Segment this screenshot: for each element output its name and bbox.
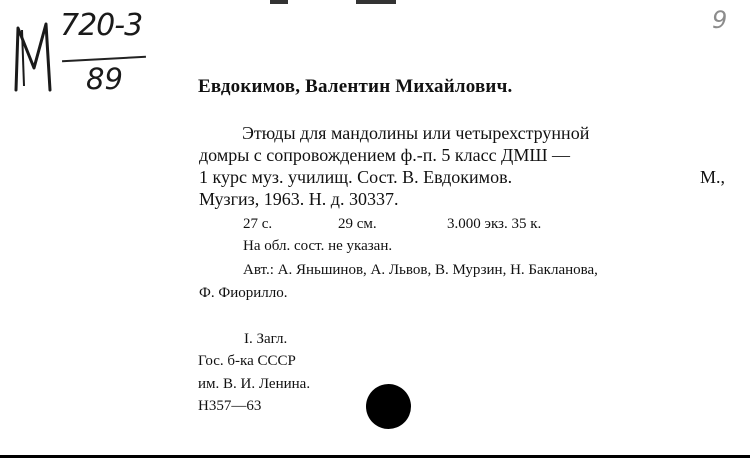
call-number-letter (12, 20, 60, 92)
tracing: I. Загл. (244, 331, 288, 347)
title-line-4: Музгиз, 1963. Н. д. 30337. (199, 189, 399, 209)
authors-note-line-2: Ф. Фиорилло. (199, 285, 288, 301)
title-line-2: домры с сопровождением ф.-п. 5 класс ДМШ — (199, 145, 570, 165)
call-number-top: 720-3 (60, 8, 143, 43)
title-line-1: Этюды для мандолины или четырехструнной (242, 123, 590, 143)
note-cover: На обл. сост. не указан. (243, 238, 393, 254)
title-line-3: 1 курс муз. училищ. Сост. В. Евдокимов. (199, 167, 513, 187)
copies-price: 3.000 экз. 35 к. (447, 216, 542, 232)
library-line-2: им. В. И. Ленина. (198, 376, 311, 392)
top-edge-mark-right (356, 0, 396, 4)
punch-hole (366, 384, 411, 429)
pencil-mark: 9 (712, 6, 728, 34)
authors-note-line-1: Авт.: А. Яньшинов, А. Львов, В. Мурзин, Н. Бакланова, (243, 262, 598, 278)
pages: 27 с. (243, 216, 273, 232)
card-bottom-edge (0, 455, 750, 458)
author-heading: Евдокимов, Валентин Михайлович. (198, 76, 513, 97)
call-number-bottom: 89 (86, 62, 123, 96)
card-number: Н357—63 (198, 398, 262, 414)
library-line-1: Гос. б-ка СССР (198, 353, 296, 369)
place-of-publication: М., (700, 167, 726, 187)
top-edge-mark-left (270, 0, 288, 4)
size: 29 см. (338, 216, 377, 232)
